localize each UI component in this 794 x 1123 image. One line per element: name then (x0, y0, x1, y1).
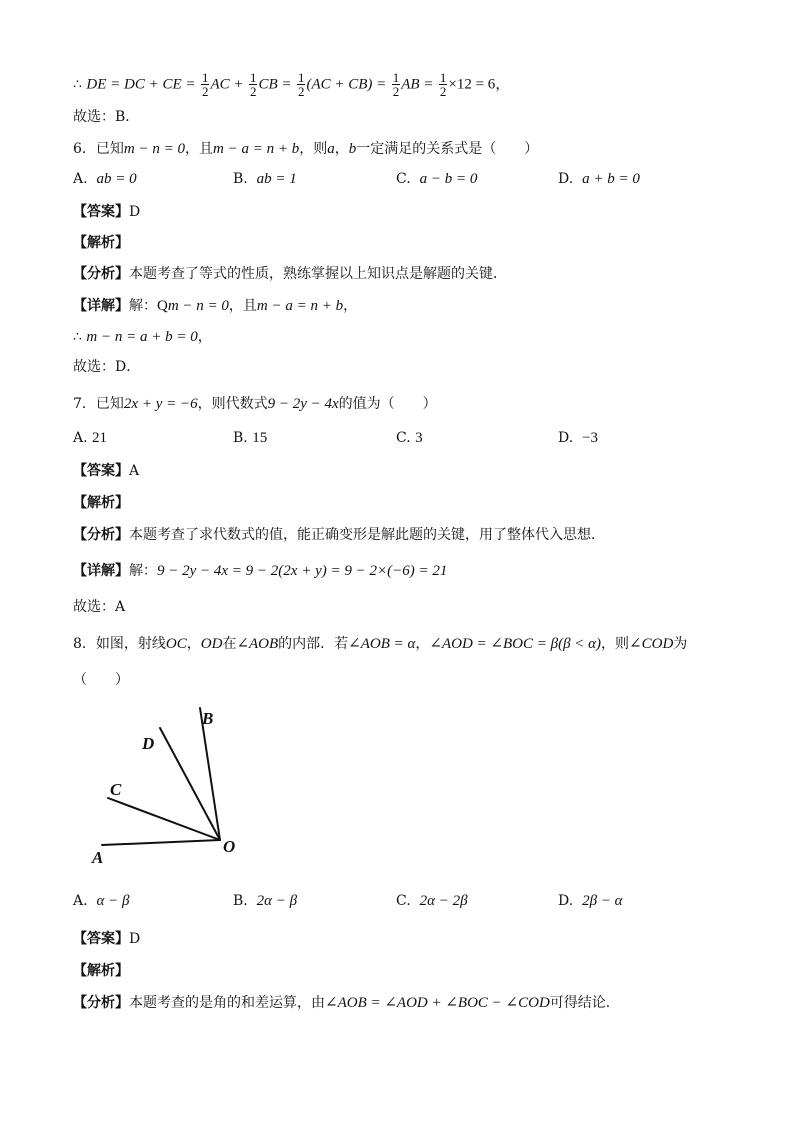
label-b: B (202, 709, 214, 728)
fraction-half: $\frac{1}{2}$ (249, 70, 257, 99)
q7-option-d: D. −3 (558, 430, 599, 446)
q6-detail: 【详解】解：Qm − n = 0，且m − a = n + b， (73, 298, 358, 314)
q7-jiexi: 【解析】 (73, 495, 129, 511)
q6-option-b: B. ab = 1 (233, 171, 297, 187)
q8-jiexi: 【解析】 (73, 963, 129, 979)
q6-choice: 故选：D． (73, 359, 141, 375)
q6-step: ∴ m − n = a + b = 0， (73, 329, 212, 345)
q6-option-d: D. a + b = 0 (558, 171, 640, 187)
q7-stem: 7．已知2x + y = −6，则代数式9 − 2y − 4x的值为（ ） (73, 396, 437, 412)
q7-option-b: B. 15 (233, 430, 268, 446)
q8-option-d: D. 2β − α (558, 893, 623, 909)
label-o: O (223, 837, 236, 856)
q6-stem: 6．已知m − n = 0，且m − a = n + b，则a，b一定满足的关系式是（ ） (73, 141, 539, 157)
q8-options (73, 893, 733, 913)
label-a: A (92, 848, 104, 867)
q7-option-c: C. 3 (396, 430, 423, 446)
therefore-symbol: ∴ (73, 76, 82, 93)
q6-options (73, 171, 733, 191)
q7-options (73, 430, 733, 450)
q6-option-c: C. a − b = 0 (396, 171, 478, 187)
label-d: D (142, 734, 155, 753)
q7-option-a: A. 21 (73, 430, 108, 446)
q8-option-a: A. α − β (73, 893, 130, 909)
q7-analysis: 【分析】本题考查了求代数式的值，能正确变形是解此题的关键，用了整体代入思想． (73, 527, 605, 543)
q8-analysis: 【分析】本题考查的是角的和差运算，由∠AOB = ∠AOD + ∠BOC − ∠COD可得结论． (73, 995, 620, 1011)
q8-option-b: B. 2α − β (233, 893, 298, 909)
q8-answer: 【答案】D (73, 931, 141, 947)
q6-option-a: A. ab = 0 (73, 171, 137, 187)
label-c: C (110, 780, 122, 799)
q7-choice: 故选：A (73, 599, 126, 615)
prev-solution-equation: ∴ DE = DC + CE = $\frac{1}{2}$ AC + $\frac{1}{2}$ CB = $\frac{1}{2}$ (AC + CB) = $\frac{1}{2}$ AB = $\frac{1}{2}$ ×12 = 6， (73, 70, 511, 99)
ray-oc (108, 798, 220, 840)
q8-option-c: C. 2α − 2β (396, 893, 468, 909)
q6-answer: 【答案】D (73, 204, 141, 220)
fraction-half: $\frac{1}{2}$ (439, 70, 447, 99)
fraction-half: $\frac{1}{2}$ (201, 70, 209, 99)
q7-detail: 【详解】解：9 − 2y − 4x = 9 − 2(2x + y) = 9 − 2×(−6) = 21 (73, 563, 448, 579)
q8-paren: （ ） (73, 672, 129, 688)
angle-figure (80, 700, 260, 870)
ray-oa (102, 840, 220, 845)
q6-analysis: 【分析】本题考查了等式的性质，熟练掌握以上知识点是解题的关键． (73, 266, 507, 282)
q7-answer: 【答案】A (73, 463, 140, 479)
prev-solution-choice: 故选：B． (73, 109, 140, 125)
q8-stem: 8．如图，射线OC，OD在∠AOB的内部．若∠AOB = α，∠AOD = ∠BOC = β(β < α)，则∠COD为 (73, 636, 688, 652)
fraction-half: $\frac{1}{2}$ (297, 70, 305, 99)
q6-jiexi: 【解析】 (73, 235, 129, 251)
fraction-half: $\frac{1}{2}$ (392, 70, 400, 99)
